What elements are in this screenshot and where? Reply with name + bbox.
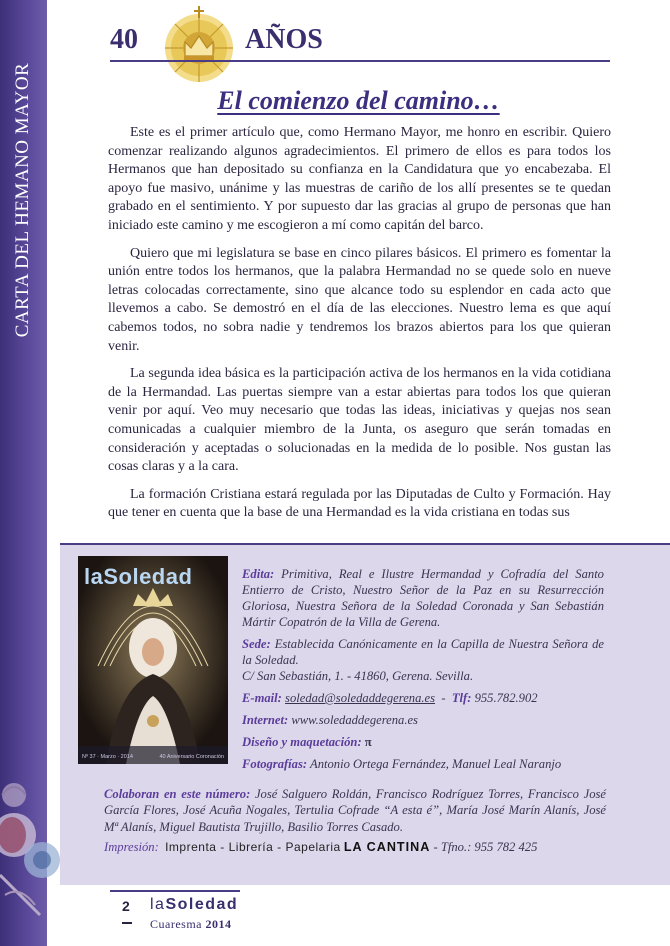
magazine-brand [150,896,238,914]
printing-label: Impresión: [104,840,159,854]
contributors-entry [104,786,606,835]
internet-label: Internet: [242,713,289,727]
footer-divider [110,890,240,892]
cover-issue: Nº 37 · Marzo · 2014 [82,754,133,760]
brand-bold: Soledad [165,896,239,913]
article-paragraph: La segunda idea básica es la participación activa de los hermanos en la vida cotidiana de la Hermandad. Las puertas siempre van a estar abiertas para todos los que quieran venir por aquí. Veo muy necesario que todas las ideas, iniciativas y quejas nos sean comunicadas a cualquier miembro de la Junta, os aseguro que serán tomadas en consideración y aceptadas o solucionadas en la medida de lo posible. Nos gustan las cosas claras y a la cara. [108,366,611,475]
issue-info [150,917,231,932]
publisher-label: Edita: [242,567,275,581]
anniversary-years: AÑOS [245,24,323,55]
phone-number: 955.782.902 [474,691,538,705]
headquarters-text: Establecida Canónicamente en la Capilla de Nuestra Señora de la Soledad. [242,637,604,667]
brand-light: la [150,896,166,913]
section-label: CARTA DEL HEMANO MAYOR [12,62,33,338]
article-paragraph: Este es el primer artículo que, como Hermano Mayor, me honro en escribir. Quiero comenzar realizando algunos agradecimientos. El primero de ellos es para todos los Hermanos que han depositado su confianza en la Candidatura que yo encabezaba. El apoyo fue masivo, unánime y las muestras de cariño de los allí presentes se te quedan grabado en el sentimiento. Y por supuesto dar las gracias al grupo de personas que han iniciado este camino y me escogieron a mí como capitán del barco. [108,125,611,233]
magazine-cover-image [78,556,228,764]
headquarters-label: Sede: [242,637,271,651]
email-label: E-mail: [242,691,282,705]
headquarters-entry [242,636,604,684]
page-number-underline [122,922,132,924]
cover-title: laSoledad [84,564,193,589]
printer-name: LA CANTINA [343,840,431,854]
printer-type: Imprenta - Librería - Papelaria [165,840,341,854]
photos-value: Antonio Ortega Fernández, Manuel Leal Naranjo [310,757,562,771]
design-entry [242,734,604,750]
publisher-entry [242,566,604,630]
design-label: Diseño y maquetación: [242,735,362,749]
contact-separator: - [441,691,446,705]
anniversary-number: 40 [110,24,138,55]
printing-entry [104,840,624,855]
heraldic-emblem-icon [0,775,60,925]
internet-entry [242,712,604,728]
contact-entry [242,690,604,706]
crown-emblem-icon [158,4,240,86]
page-number: 2 [122,898,130,914]
design-value: π [364,735,372,749]
publication-credits [242,566,604,778]
article-title: El comienzo del camino… [217,86,500,115]
cover-subtitle: 40 Aniversario Coronación [159,754,224,760]
contributors-label: Colaboran en este número: [104,787,251,801]
article-paragraph: Quiero que mi legislatura se base en cinco pilares básicos. El primero es fomentar la unión entre todos los hermanos, que la palabra Hermandad no se quede solo en nueve letras colocadas correctamente, sino que alcance todo su esplendor en cada acto que llevemos a cabo. Se demostró en el día de las elecciones. Nuestro lema es que aquí cabemos todos, no sobra nadie y tendremos los brazos abiertos para los que quieran venir. [108,245,611,354]
article-paragraph: La formación Cristiana estará regulada por las Diputadas de Culto y Formación. Hay que tener en cuenta que la base de una Hermandad es la vida cristiana en todas sus [108,486,611,521]
photos-label: Fotografías: [242,757,308,771]
address-text: C/ San Sebastián, 1. - 41860, Gerena. Sevilla. [242,669,474,683]
phone-label: Tlf: [451,691,472,705]
email-link[interactable]: soledad@soledaddegerena.es [285,691,436,705]
website-link[interactable]: www.soledaddegerena.es [291,713,418,727]
article-body [108,124,611,523]
publisher-text: Primitiva, Real e Ilustre Hermandad y Cofradía del Santo Entierro de Cristo, Nuestro Señor de la Paz en su Resurrección Gloriosa, Nuestra Señora de la Soledad Coronada y San Sebastián Mártir Copatrón de la Villa de Gerena. [242,567,604,629]
issue-year: 2014 [205,917,232,931]
issue-season: Cuaresma [150,917,202,931]
printer-phone: - Tfno.: 955 782 425 [433,840,538,854]
header-divider [110,60,610,62]
contributors-value: José Salguero Roldán, Francisco Rodríguez Torres, Francisco José García Flores, José Acuña Nogales, Tertulia Cofrade “A esta é”, María José Marín Alanís, José Mª Alanís, Miguel Bautista Trujillo, Basilio Torres Casado. [104,787,606,834]
photos-entry [242,756,604,772]
